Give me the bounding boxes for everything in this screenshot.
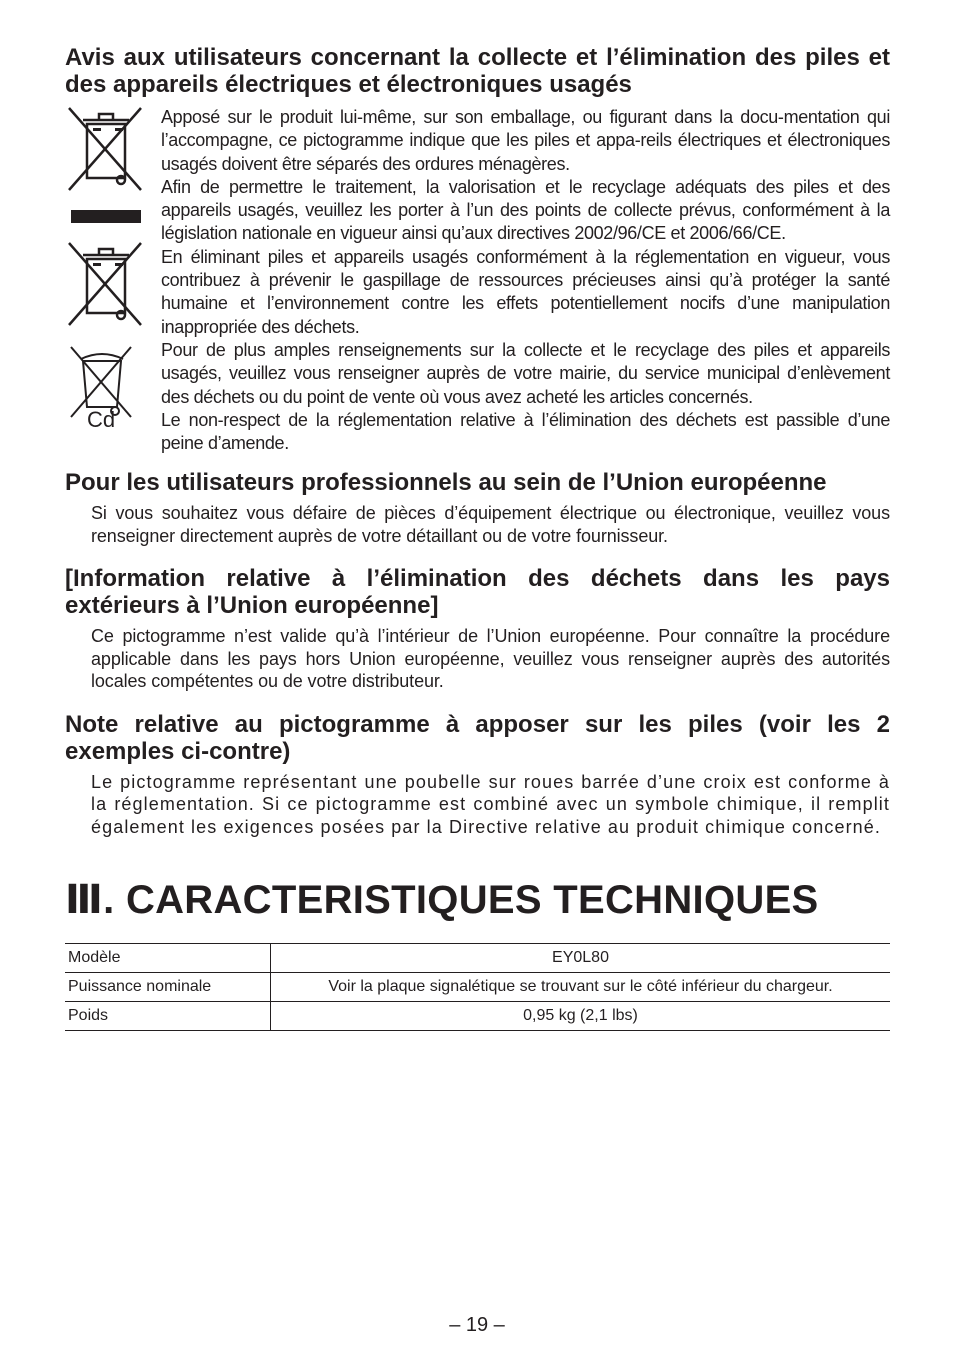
- specifications-table: [65, 943, 890, 1031]
- section-title-collection: Avis aux utilisateurs concernant la collecte et l’élimination des piles et des appareils électriques et électroniques usagés: [65, 44, 890, 98]
- collection-text: [161, 106, 890, 455]
- collection-section: [65, 106, 890, 455]
- spec-label: Modèle: [65, 944, 271, 973]
- cd-chemical-symbol: Cd: [87, 407, 116, 432]
- weee-icons: [65, 106, 147, 431]
- collection-paragraph: En éliminant piles et appareils usagés conformément à la réglementation en vigueur, vous contribuez à prévenir le gaspillage de ressources précieuses ainsi qu’à protéger la santé humaine et l’environnement contre les effets potentiellement nocifs d’une manipulation inappropriée des déchets.: [161, 246, 890, 337]
- table-row: [65, 973, 890, 1002]
- section-title-battery-pictogram: Note relative au pictogramme à apposer sur les piles (voir les 2 exemples ci-contre): [65, 710, 890, 765]
- crossed-out-wheelie-bin-icon: [65, 106, 145, 192]
- page-number: – 19 –: [449, 1314, 505, 1336]
- spec-value: 0,95 kg (2,1 lbs): [271, 1002, 891, 1031]
- page-content: [65, 44, 890, 1031]
- spec-value: Voir la plaque signalétique se trouvant sur le côté inférieur du chargeur.: [271, 973, 891, 1002]
- spec-label: Poids: [65, 1002, 271, 1031]
- spec-label: Puissance nominale: [65, 973, 271, 1002]
- collection-paragraph: Pour de plus amples renseignements sur la collecte et le recyclage des piles et appareils usagés, veuillez vous renseigner auprès de votre mairie, du service municipal d’enlèvement des déchets ou du point de vente où vous avez acheté les articles concernés.: [161, 339, 890, 407]
- collection-paragraph: Le non-respect de la réglementation relative à l’élimination des déchets est passible d’une peine d’amende.: [161, 409, 890, 454]
- section-title-outside-eu: [Information relative à l’élimination des déchets dans les pays extérieurs à l’Union européenne]: [65, 565, 890, 620]
- black-bar-marking: [71, 210, 141, 223]
- outside-eu-text: Ce pictogramme n’est valide qu’à l’intérieur de l’Union européenne. Pour connaître la procédure applicable dans les pays hors Union européenne, veuillez vous renseigner auprès des autorités locales compétentes ou de votre distributeur.: [91, 626, 890, 692]
- spec-value: EY0L80: [271, 944, 891, 973]
- section-title-professional: Pour les utilisateurs professionnels au sein de l’Union européenne: [65, 469, 827, 497]
- crossed-out-wheelie-bin-icon: [65, 241, 145, 327]
- collection-paragraph: Afin de permettre le traitement, la valorisation et le recyclage adéquats des piles et des appareils usagés, veuillez les porter à l’un des points de collecte prévus, conformément à la législation nationale en vigueur ainsi qu’aux directives 2002/96/CE et 2006/66/CE.: [161, 176, 890, 244]
- collection-paragraph: Apposé sur le produit lui-même, sur son emballage, ou figurant dans la docu-mentation qui l’accompagne, ce pictogramme indique que les piles et appa-reils électriques et électroniques usagés doivent être séparés des ordures ménagères.: [161, 107, 890, 174]
- battery-pictogram-text: Le pictogramme représentant une poubelle sur roues barrée d’une croix est conforme à la réglementation. Si ce pictogramme est combiné avec un symbole chimique, il remplit également les exigences posées par la Directive relative au produit chimique concerné.: [91, 771, 890, 837]
- table-row: [65, 944, 890, 973]
- table-row: [65, 1002, 890, 1031]
- chapter-title: Ⅲ. CARACTERISTIQUES TECHNIQUES: [65, 878, 819, 923]
- professional-text: Si vous souhaitez vous défaire de pièces d’équipement électrique ou électronique, veuillez vous renseigner directement auprès de votre détaillant ou de votre fournisseur.: [91, 503, 890, 546]
